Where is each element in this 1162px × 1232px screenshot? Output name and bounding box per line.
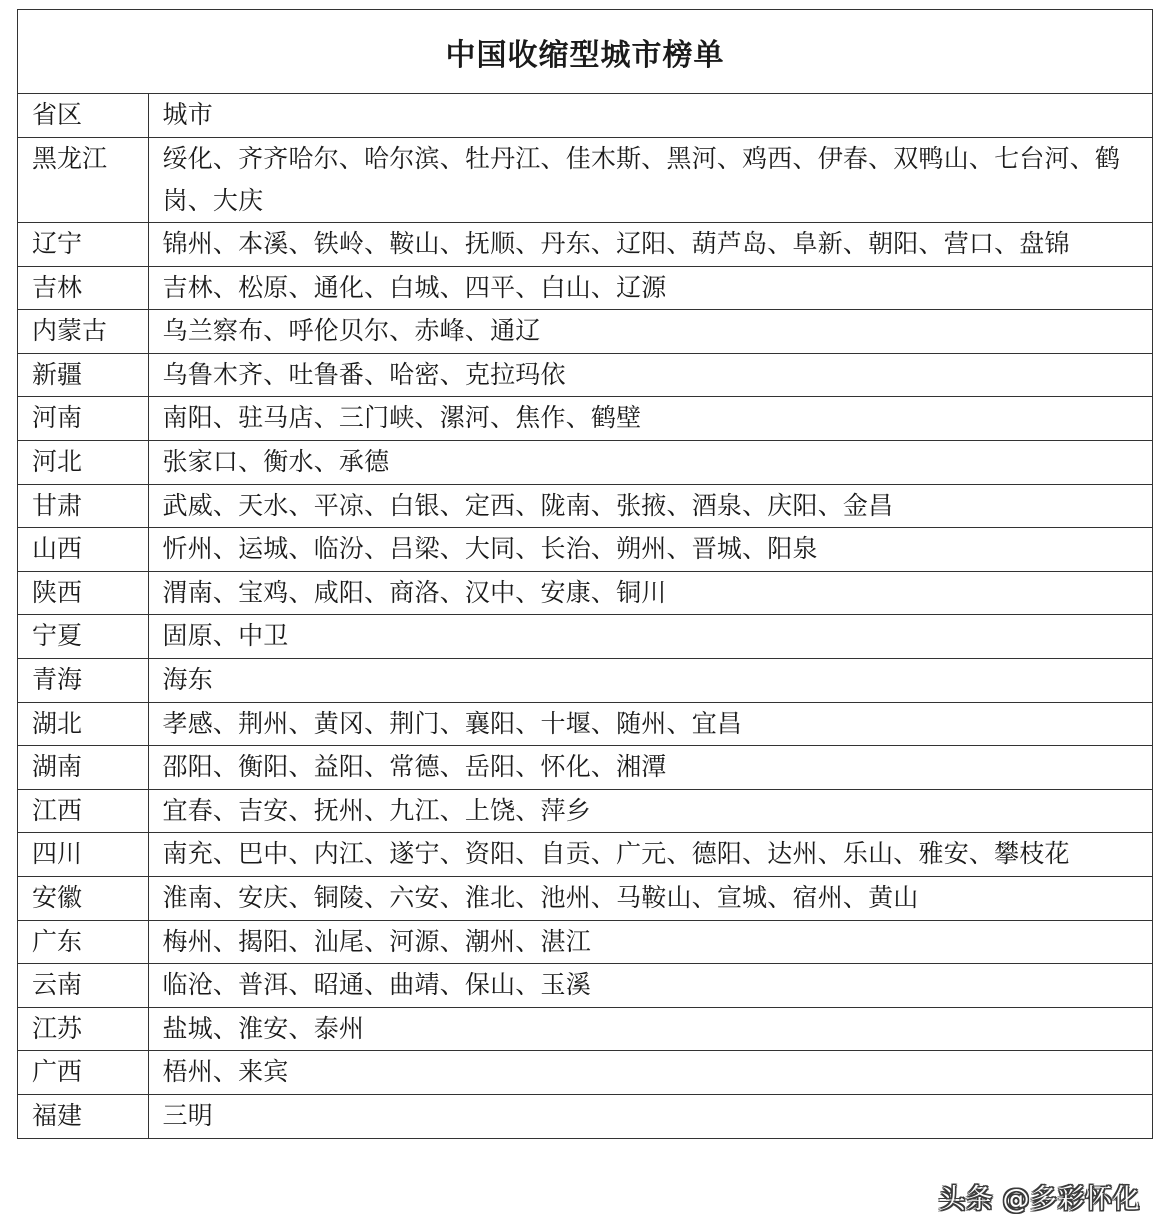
province-cell: 广西 <box>18 1051 148 1095</box>
cities-cell: 锦州、本溪、铁岭、鞍山、抚顺、丹东、辽阳、葫芦岛、阜新、朝阳、营口、盘锦 <box>148 223 1152 267</box>
cities-cell: 临沧、普洱、昭通、曲靖、保山、玉溪 <box>148 964 1152 1008</box>
table-row <box>18 877 1152 921</box>
province-cell: 云南 <box>18 964 148 1008</box>
table-row <box>18 1007 1152 1051</box>
table-row <box>18 746 1152 790</box>
cities-cell: 梧州、来宾 <box>148 1051 1152 1095</box>
province-cell: 青海 <box>18 659 148 703</box>
province-cell: 辽宁 <box>18 223 148 267</box>
header-province: 省区 <box>18 94 148 138</box>
table-row <box>18 397 1152 441</box>
table-row <box>18 659 1152 703</box>
province-cell: 安徽 <box>18 877 148 921</box>
watermark-text: 头条 @多彩怀化 <box>938 1184 1140 1215</box>
table-row <box>18 1051 1152 1095</box>
cities-cell: 吉林、松原、通化、白城、四平、白山、辽源 <box>148 266 1152 310</box>
cities-cell: 乌鲁木齐、吐鲁番、哈密、克拉玛依 <box>148 353 1152 397</box>
cities-cell: 南充、巴中、内江、遂宁、资阳、自贡、广元、德阳、达州、乐山、雅安、攀枝花 <box>148 833 1152 877</box>
city-table <box>18 94 1152 1138</box>
province-cell: 广东 <box>18 920 148 964</box>
province-cell: 河南 <box>18 397 148 441</box>
cities-cell: 绥化、齐齐哈尔、哈尔滨、牡丹江、佳木斯、黑河、鸡西、伊春、双鸭山、七台河、鹤岗、大庆 <box>148 138 1152 223</box>
table-row <box>18 441 1152 485</box>
province-cell: 新疆 <box>18 353 148 397</box>
province-cell: 江苏 <box>18 1007 148 1051</box>
cities-cell: 盐城、淮安、泰州 <box>148 1007 1152 1051</box>
cities-cell: 邵阳、衡阳、益阳、常德、岳阳、怀化、湘潭 <box>148 746 1152 790</box>
table-row <box>18 484 1152 528</box>
cities-cell: 乌兰察布、呼伦贝尔、赤峰、通辽 <box>148 310 1152 354</box>
cities-cell: 三明 <box>148 1094 1152 1138</box>
province-cell: 湖北 <box>18 702 148 746</box>
table-row <box>18 615 1152 659</box>
province-cell: 宁夏 <box>18 615 148 659</box>
table-row <box>18 571 1152 615</box>
cities-cell: 梅州、揭阳、汕尾、河源、潮州、湛江 <box>148 920 1152 964</box>
table-row <box>18 266 1152 310</box>
cities-cell: 南阳、驻马店、三门峡、漯河、焦作、鹤壁 <box>148 397 1152 441</box>
table-row <box>18 1094 1152 1138</box>
cities-cell: 渭南、宝鸡、咸阳、商洛、汉中、安康、铜川 <box>148 571 1152 615</box>
cities-cell: 淮南、安庆、铜陵、六安、淮北、池州、马鞍山、宣城、宿州、黄山 <box>148 877 1152 921</box>
province-cell: 福建 <box>18 1094 148 1138</box>
table-row <box>18 353 1152 397</box>
province-cell: 吉林 <box>18 266 148 310</box>
table-row <box>18 920 1152 964</box>
province-cell: 河北 <box>18 441 148 485</box>
province-cell: 黑龙江 <box>18 138 148 223</box>
city-table-sheet <box>17 9 1153 1139</box>
city-table-body <box>18 94 1152 1138</box>
cities-cell: 海东 <box>148 659 1152 703</box>
province-cell: 四川 <box>18 833 148 877</box>
table-row <box>18 964 1152 1008</box>
cities-cell: 固原、中卫 <box>148 615 1152 659</box>
table-row <box>18 310 1152 354</box>
table-row <box>18 138 1152 223</box>
cities-cell: 孝感、荆州、黄冈、荆门、襄阳、十堰、随州、宜昌 <box>148 702 1152 746</box>
table-row <box>18 528 1152 572</box>
province-cell: 湖南 <box>18 746 148 790</box>
province-cell: 内蒙古 <box>18 310 148 354</box>
province-cell: 陕西 <box>18 571 148 615</box>
province-cell: 甘肃 <box>18 484 148 528</box>
cities-cell: 张家口、衡水、承德 <box>148 441 1152 485</box>
province-cell: 山西 <box>18 528 148 572</box>
cities-cell: 武威、天水、平凉、白银、定西、陇南、张掖、酒泉、庆阳、金昌 <box>148 484 1152 528</box>
table-row <box>18 789 1152 833</box>
table-row <box>18 223 1152 267</box>
cities-cell: 宜春、吉安、抚州、九江、上饶、萍乡 <box>148 789 1152 833</box>
header-cities: 城市 <box>162 100 213 129</box>
table-title: 中国收缩型城市榜单 <box>18 10 1152 94</box>
table-row <box>18 833 1152 877</box>
table-row <box>18 702 1152 746</box>
table-header-row <box>18 94 1152 138</box>
cities-cell: 忻州、运城、临汾、吕梁、大同、长治、朔州、晋城、阳泉 <box>148 528 1152 572</box>
province-cell: 江西 <box>18 789 148 833</box>
